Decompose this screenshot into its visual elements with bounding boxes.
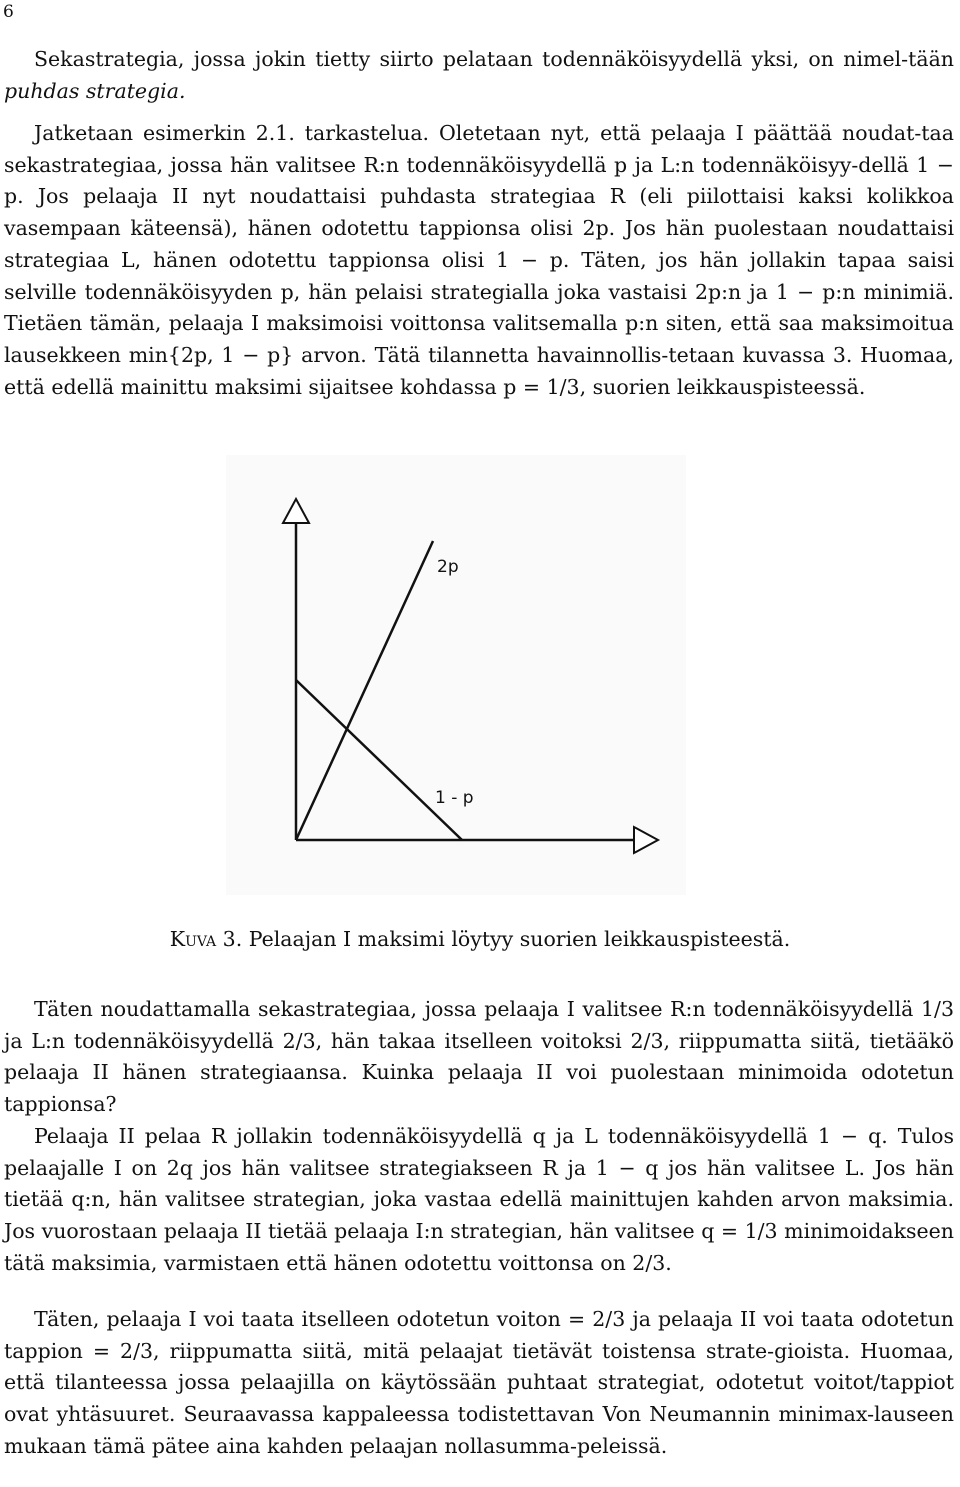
paragraph-player-two: Pelaaja II pelaa R jollakin todennäköisyydellä q ja L todennäköisyydellä 1 − q. Tulos pelaajalle I on 2q jos hän valitsee strategiakseen R ja 1 − q jos hän valitsee L. Jos hän tietää q:n, hän valitsee strategian, joka vastaa edellä mainittujen kahden arvon maksimia. Jos vuorostaan pelaaja II tietää pelaaja I:n strategian, hän valitsee q = 1/3 minimoidakseen tätä maksimia, varmistaen että hänen odotettu voittonsa on 2/3. [4, 1124, 954, 1275]
term-pure-strategy: puhdas strategia. [4, 78, 186, 103]
page-number: 6 [3, 2, 14, 22]
paragraph-definition-text: Sekastrategia, jossa jokin tietty siirto pelataan todennäköisyydellä yksi, on nimel-tään [34, 47, 954, 71]
figure-3-diagram [226, 455, 686, 895]
figure-caption-label: Kuva 3. [169, 927, 243, 951]
paragraph-definition [4, 44, 954, 107]
paragraph-mixed-strategy-result: Täten noudattamalla sekastrategiaa, jossa pelaaja I valitsee R:n todennäköisyydellä 1/3 ja L:n todennäköisyydellä 2/3, hän takaa itselleen voitoksi 2/3, riippumatta siitä, tietääkö pelaaja II hänen strategiaansa. Kuinka pelaaja II voi puolestaan minimoida odotetun tappionsa? [4, 997, 954, 1117]
figure-caption-text: Pelaajan I maksimi löytyy suorien leikkauspisteestä. [248, 927, 791, 951]
figure-caption [0, 924, 960, 954]
label-2p: 2p [437, 557, 459, 577]
paragraph-minimax: Täten, pelaaja I voi taata itselleen odotetun voiton = 2/3 ja pelaaja II voi taata odotetun tappion = 2/3, riippumatta siitä, mitä pelaajat tietävät toistensa strate-gioista. Huomaa, että tilanteessa jossa pelaajilla on käytössään puhtaat strategiat, odotetut voitot/tappiot ovat yhtäsuuret. Seuraavassa kappaleessa todistettavan Von Neumannin minimax-lauseen mukaan tämä pätee aina kahden pelaajan nollasumma-peleissä. [4, 1307, 954, 1458]
paragraph-example-continued: Jatketaan esimerkin 2.1. tarkastelua. Oletetaan nyt, että pelaaja I päättää noudat-taa sekastrategiaa, jossa hän valitsee R:n todennäköisyydellä p ja L:n todennäköisyy-dellä 1 − p. Jos pelaaja II nyt noudattaisi puhdasta strategiaa R (eli piilottaisi kaksi kolikkoa vasempaan käteensä), hänen odotettu tappionsa olisi 2p. Jos hän puolestaan noudattaisi strategiaa L, hänen odotettu tappionsa olisi 1 − p. Täten, jos hän jollakin tapaa saisi selville todennäköisyyden p, hän pelaisi strategialla joka vastaisi 2p:n ja 1 − p:n minimiä. Tietäen tämän, pelaaja I maksimoisi voittonsa valitsemalla p:n siten, että saa maksimoitua lausekkeen min{2p, 1 − p} arvon. Tätä tilannetta havainnollis-tetaan kuvassa 3. Huomaa, että edellä mainittu maksimi sijaitsee kohdassa p = 1/3, suorien leikkauspisteessä. [4, 121, 954, 399]
label-1-minus-p: 1 - p [435, 788, 474, 808]
figure-3 [226, 455, 686, 895]
